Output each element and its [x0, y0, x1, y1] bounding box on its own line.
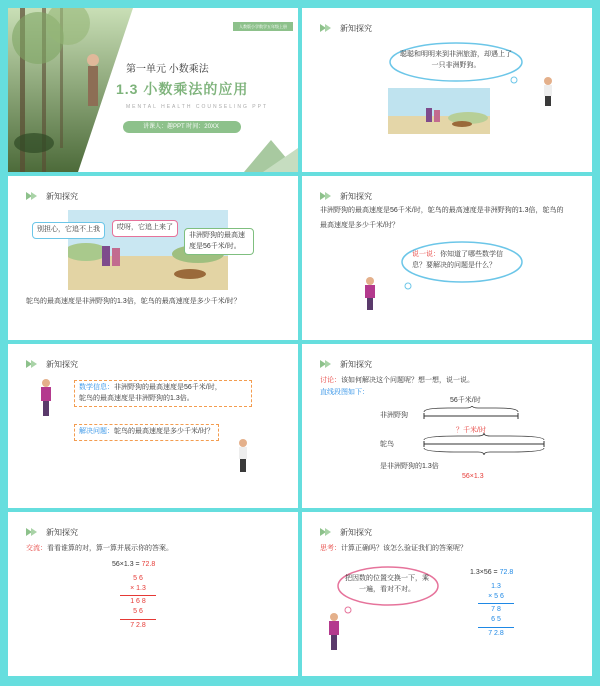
vertical-calculation	[120, 574, 156, 631]
exchange-label: 交流：	[26, 545, 47, 552]
header-tag: 人教版小学数学五年级上册	[233, 22, 293, 31]
teacher-woman	[38, 378, 54, 416]
problem-label: 解决问题：	[79, 428, 114, 435]
calc-row: × 5 6	[488, 593, 504, 601]
info-line-1: 非洲野狗的最高速度是56千米/时，	[114, 384, 222, 391]
meta-pill: 讲课人：趣PPT 时间：20XX	[123, 121, 241, 133]
think-text: 计算正确吗？该怎么验证我们的答案呢？	[341, 545, 467, 552]
discuss-label: 讨论：	[320, 377, 341, 384]
slide-8[interactable]	[302, 512, 592, 676]
unit-label: 第一单元 小数乘法	[126, 64, 209, 75]
slide-title[interactable]	[8, 8, 298, 172]
equation-left: 56×1.3 =	[112, 561, 140, 568]
info-line-2: 鸵鸟的最高速度是非洲野狗的1.3倍。	[79, 394, 194, 402]
calc-row: × 1.3	[130, 585, 146, 593]
speech-bubble-3: 非洲野狗的最高速度是56千米/时。	[184, 228, 254, 255]
calc-row: 5 6	[133, 575, 143, 582]
bubble-content	[412, 250, 512, 271]
calc-row: 6 5	[491, 616, 501, 624]
section-header	[320, 190, 372, 202]
discuss-text: 该如何解决这个问题呢？想一想，说一说。	[341, 377, 474, 384]
times-label: 是非洲野狗的1.3倍	[380, 463, 439, 470]
formula-label: 56×1.3	[462, 473, 484, 480]
section-header	[26, 526, 78, 538]
calc-divider	[478, 627, 514, 628]
calc-row: 5 6	[133, 608, 143, 616]
think-line	[320, 544, 467, 555]
chevron-icon	[320, 358, 332, 370]
safari-scene	[388, 88, 490, 134]
calc-row: 1 6 8	[130, 598, 146, 606]
subtitle-en: MENTAL HEALTH COUNSELING PPT	[126, 104, 269, 110]
section-title: 新知探究	[340, 191, 372, 201]
equation	[470, 568, 513, 579]
say-text: 你知道了哪些数学信息？要解决的问题是什么？	[412, 251, 503, 269]
equation-left: 1.3×56 =	[470, 569, 498, 576]
slide-4[interactable]	[302, 176, 592, 340]
ostrich-label: 鸵鸟	[380, 441, 394, 448]
bubble-text: 聪聪和明明来到非洲旅游，却遇上了一只非洲野狗。	[400, 51, 512, 69]
chevron-icon	[26, 526, 38, 538]
section-title: 新知探究	[46, 359, 78, 369]
bubble-text: 把因数的位置交换一下，乘一遍，看对不对。	[345, 575, 429, 593]
section-title: 新知探究	[340, 527, 372, 537]
say-label: 说一说：	[412, 251, 440, 258]
slide-3[interactable]	[8, 176, 298, 340]
speed-label: 56千米/时	[450, 397, 481, 404]
diagram-label: 直线段图如下：	[320, 389, 369, 396]
section-title: 新知探究	[46, 527, 78, 537]
unknown-label: ？千米/时	[456, 427, 486, 434]
vertical-calculation	[478, 582, 514, 639]
section-header	[26, 190, 78, 202]
chevron-icon	[26, 190, 38, 202]
section-title: 新知探究	[340, 23, 372, 33]
teacher-woman	[362, 276, 378, 310]
section-title: 新知探究	[340, 359, 372, 369]
calc-row: 1.3	[491, 583, 501, 590]
chevron-icon	[320, 22, 332, 34]
slide-5[interactable]	[8, 344, 298, 508]
exchange-text: 看看谁算的对，算一算并展示你的答案。	[47, 545, 173, 552]
problem-text: 鸵鸟的最高速度是多少千米/时？	[114, 428, 214, 435]
section-header	[320, 22, 372, 34]
calc-divider	[120, 619, 156, 620]
slide-6[interactable]	[302, 344, 592, 508]
section-header	[26, 358, 78, 370]
problem-line-2: 最高速度是多少千米/时？	[320, 222, 399, 229]
calc-row: 7 8	[491, 606, 501, 614]
problem-line-1: 非洲野狗的最高速度是56千米/时，鸵鸟的最高速度是非洲野狗的1.3倍，鸵鸟的	[320, 207, 564, 214]
slide-7[interactable]	[8, 512, 298, 676]
dog-label: 非洲野狗	[380, 412, 408, 419]
teacher-woman	[326, 612, 342, 650]
question-text: 鸵鸟的最高速度是非洲野狗的1.3倍，鸵鸟的最高速度是多少千米/时？	[26, 298, 241, 305]
calc-divider	[120, 595, 156, 596]
math-info-box	[74, 380, 252, 407]
speech-bubble-1: 别担心，它追不上我	[32, 222, 105, 239]
think-label: 思考：	[320, 545, 341, 552]
info-label: 数学信息：	[79, 384, 114, 391]
teacher-man	[234, 438, 252, 472]
calc-row: 7 2.8	[130, 621, 146, 629]
equation	[112, 560, 155, 571]
chevron-icon	[26, 358, 38, 370]
equation-answer: 72.8	[141, 561, 156, 568]
chevron-icon	[320, 190, 332, 202]
chevron-icon	[320, 526, 332, 538]
speech-bubble-2: 哎呀，它追上来了	[112, 220, 178, 237]
section-header	[320, 526, 372, 538]
discuss-line	[320, 376, 474, 387]
section-title: 新知探究	[46, 191, 78, 201]
section-header	[320, 358, 372, 370]
problem-box	[74, 424, 219, 441]
exchange-line	[26, 544, 173, 555]
calc-divider	[478, 603, 514, 604]
page-title: 1.3 小数乘法的应用	[116, 81, 249, 97]
equation-answer: 72.8	[499, 569, 514, 576]
slide-2[interactable]	[302, 8, 592, 172]
calc-row: 7 2.8	[488, 629, 504, 637]
teacher-man	[540, 76, 556, 106]
